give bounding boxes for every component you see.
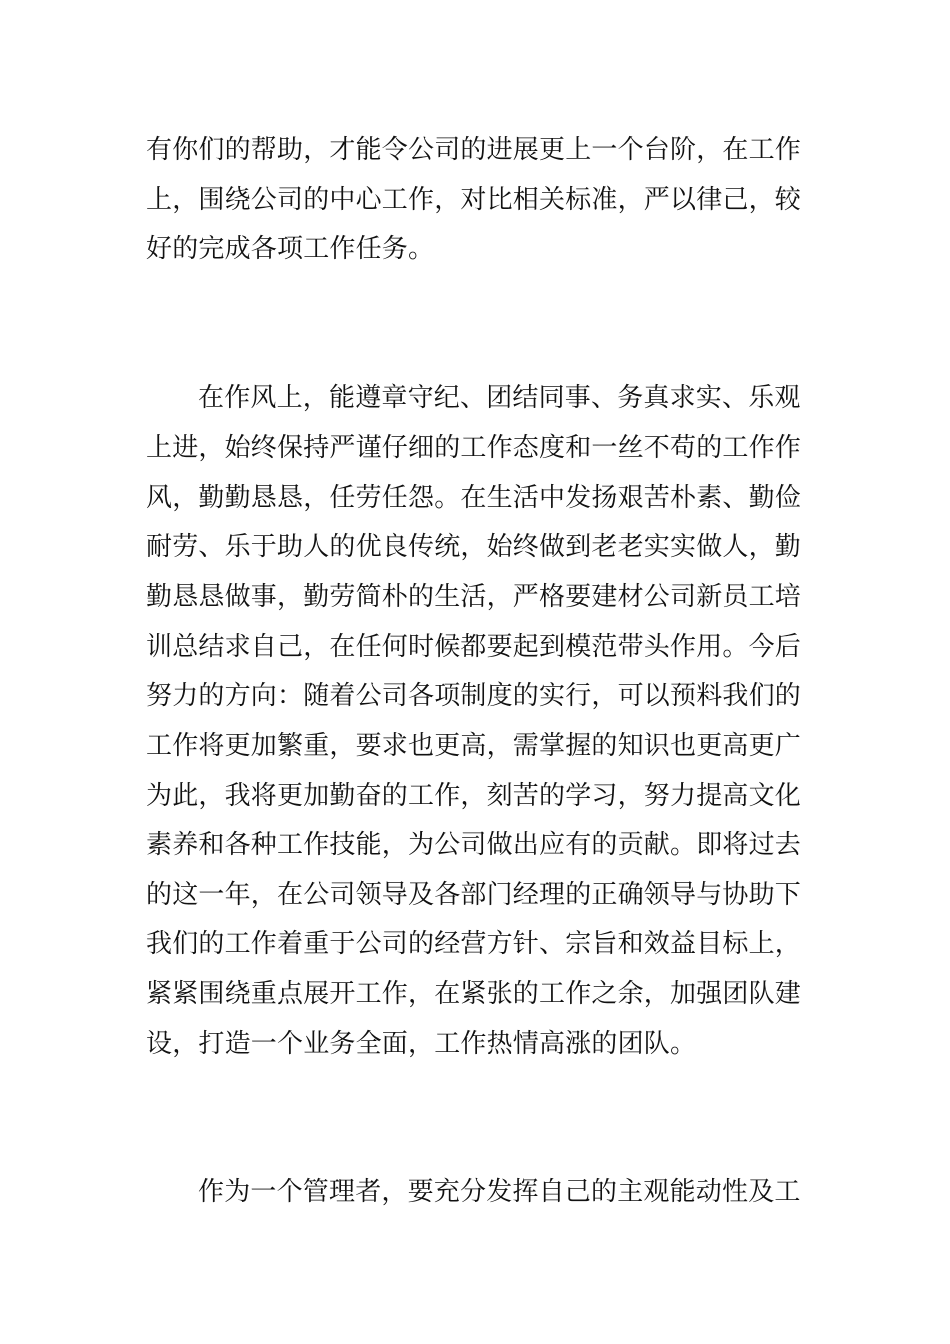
paragraph-line: 作为一个管理者，要充分发挥自己的主观能动性及工 bbox=[198, 1177, 801, 1207]
paragraph-line: 好的完成各项工作任务。 bbox=[146, 234, 435, 264]
paragraph-line: 在作风上，能遵章守纪、团结同事、务真求实、乐观 bbox=[198, 383, 801, 413]
paragraph-line: 耐劳、乐于助人的优良传统，始终做到老老实实做人，勤 bbox=[146, 532, 802, 562]
paragraph-line: 风，勤勤恳恳，任劳任怨。在生活中发扬艰苦朴素、勤俭 bbox=[146, 483, 802, 513]
paragraph-line: 努力的方向：随着公司各项制度的实行，可以预料我们的 bbox=[146, 681, 802, 711]
paragraph-line: 有你们的帮助，才能令公司的进展更上一个台阶，在工作 bbox=[146, 135, 802, 165]
paragraph-line: 素养和各种工作技能，为公司做出应有的贡献。即将过去 bbox=[146, 830, 802, 860]
paragraph-line: 勤恳恳做事，勤劳简朴的生活，严格要建材公司新员工培 bbox=[146, 582, 802, 612]
paragraph-line: 训总结求自己，在任何时候都要起到模范带头作用。今后 bbox=[146, 632, 802, 662]
paragraph-line: 设，打造一个业务全面，工作热情高涨的团队。 bbox=[146, 1029, 697, 1059]
paragraph-line: 上进，始终保持严谨仔细的工作态度和一丝不苟的工作作 bbox=[146, 433, 802, 463]
paragraph-line: 为此，我将更加勤奋的工作，刻苦的学习，努力提高文化 bbox=[146, 781, 802, 811]
paragraph-line: 工作将更加繁重，要求也更高，需掌握的知识也更高更广 bbox=[146, 731, 802, 761]
paragraph-line: 的这一年，在公司领导及各部门经理的正确领导与协助下 bbox=[146, 880, 802, 910]
paragraph-line: 紧紧围绕重点展开工作，在紧张的工作之余，加强团队建 bbox=[146, 979, 802, 1009]
paragraph-line: 上，围绕公司的中心工作，对比相关标准，严以律己，较 bbox=[146, 185, 802, 215]
paragraph-line: 我们的工作着重于公司的经营方针、宗旨和效益目标上， bbox=[146, 929, 802, 959]
